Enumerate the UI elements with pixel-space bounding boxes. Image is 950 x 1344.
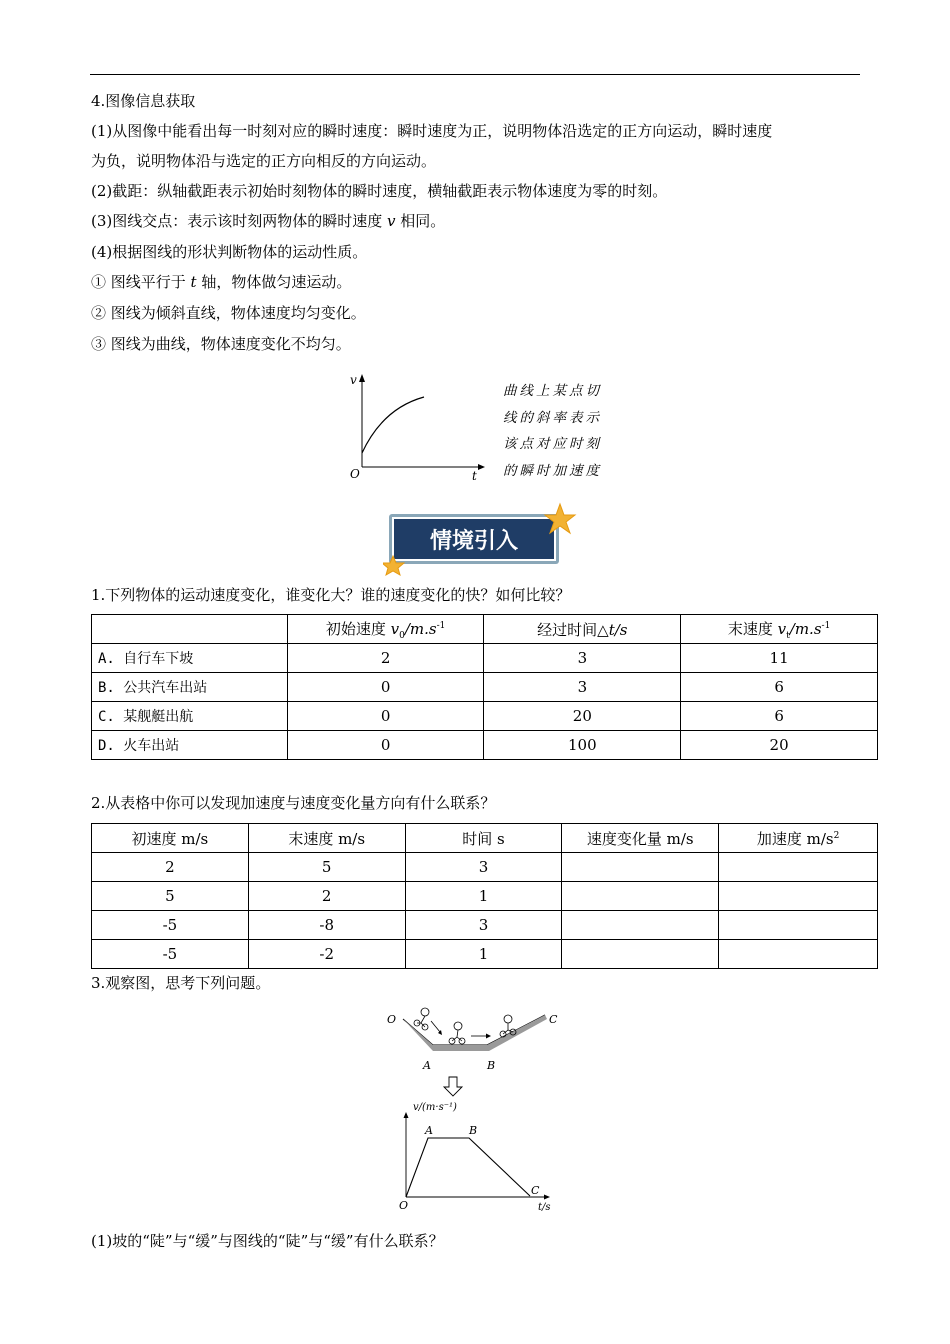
question-3: 3.观察图，思考下列问题。 (91, 974, 271, 992)
note-line: 曲线上某点切 (503, 383, 602, 399)
table-cell: -2 (248, 940, 405, 969)
header-cell (92, 615, 288, 644)
origin-label: O (350, 467, 360, 481)
paragraph-2: (2)截距：纵轴截距表示初始时刻物体的瞬时速度，横轴截距表示物体速度为零的时刻。 (91, 182, 668, 200)
table-cell: 2 (287, 644, 484, 673)
graph-t-axis-arrow (544, 1195, 550, 1200)
vt-curve-figure (340, 370, 490, 485)
motion-arrow (431, 1021, 440, 1032)
paragraph-3-text: (3)图线交点：表示该时刻两物体的瞬时速度 (91, 212, 388, 230)
table-cell: 3 (405, 911, 562, 940)
table-cell: B. 公共汽车出站 (92, 673, 288, 702)
header-cell: 末速度 m/s (248, 824, 405, 853)
table-cell: 5 (92, 882, 249, 911)
case-1 (91, 272, 351, 292)
table-cell: 20 (484, 702, 681, 731)
table-row (92, 911, 878, 940)
question-1: 1.下列物体的运动速度变化，谁变化大？谁的速度变化的快？如何比较？ (91, 586, 571, 604)
note-line: 该点对应时刻 (503, 436, 602, 452)
paragraph-3-end: 相同。 (395, 212, 446, 230)
header-sub: t (786, 630, 790, 641)
point-a-label: A (423, 1059, 431, 1072)
table-row (92, 673, 878, 702)
table-cell: 1 (405, 882, 562, 911)
v-axis-label: v (350, 373, 357, 387)
table-row (92, 882, 878, 911)
table-cell (562, 853, 719, 882)
table-cell: 6 (681, 673, 878, 702)
table-cell: 0 (287, 702, 484, 731)
header-var: v (777, 619, 787, 638)
paragraph-1a: (1)从图像中能看出每一时刻对应的瞬时速度：瞬时速度为正，说明物体沿选定的正方向运动，瞬时速度 (91, 122, 773, 140)
table-row (92, 940, 878, 969)
table-cell: 0 (287, 731, 484, 760)
velocity-curve (362, 397, 424, 453)
header-unit: t/s (608, 620, 628, 639)
table-cell: 0 (287, 673, 484, 702)
table-cell (562, 882, 719, 911)
table-row (92, 702, 878, 731)
header-sup: -1 (436, 620, 446, 631)
cyclist-icon (414, 1008, 429, 1030)
case-1-var: t (190, 273, 197, 291)
graph-y-label: v/(m·s⁻¹) (413, 1102, 457, 1113)
down-arrow-icon (444, 1077, 462, 1096)
paragraph-3 (91, 211, 445, 231)
table-row (92, 644, 878, 673)
section-banner (383, 502, 581, 578)
graph-line (406, 1138, 530, 1197)
graph-a-label: A (425, 1124, 433, 1137)
header-cell: 时间 s (405, 824, 562, 853)
point-c-label: C (549, 1013, 558, 1026)
table-cell: 20 (681, 731, 878, 760)
table-cell: 6 (681, 702, 878, 731)
header-cell (287, 615, 484, 644)
point-o-label: O (387, 1013, 397, 1026)
slope-vt-figure (385, 1003, 570, 1223)
table-cell: 3 (405, 853, 562, 882)
table-cell: 11 (681, 644, 878, 673)
acceleration-table (91, 823, 878, 969)
table-cell: 1 (405, 940, 562, 969)
table-cell: -8 (248, 911, 405, 940)
table-cell: -5 (92, 940, 249, 969)
slope-ground (403, 1015, 547, 1051)
header-unit: /m.s (789, 619, 822, 638)
header-unit: /m.s (404, 619, 437, 638)
table-cell (719, 940, 878, 969)
paragraph-3-var: v (387, 212, 396, 230)
graph-v-axis-arrow (404, 1112, 409, 1118)
v-axis-arrow (359, 374, 365, 382)
question-3-sub-1: (1)坡的“陡”与“缓”与图线的“陡”与“缓”有什么联系？ (91, 1232, 444, 1250)
graph-o-label: O (399, 1199, 409, 1212)
header-delta: △ (597, 620, 609, 639)
table-row (92, 853, 878, 882)
header-cell: 初速度 m/s (92, 824, 249, 853)
paragraph-1b: 为负，说明物体沿与选定的正方向相反的方向运动。 (91, 152, 437, 170)
table-cell (562, 911, 719, 940)
case-1-end: 轴，物体做匀速运动。 (196, 273, 352, 291)
table-cell (719, 911, 878, 940)
note-line: 的瞬时加速度 (503, 462, 602, 479)
case-1-text: ① 图线平行于 (91, 273, 191, 291)
case-3: ③ 图线为曲线，物体速度变化不均匀。 (91, 335, 351, 353)
table-header-row (92, 615, 878, 644)
t-axis-arrow (478, 464, 485, 470)
speed-change-table (91, 614, 878, 760)
header-text: 加速度 m/s (756, 829, 834, 848)
table-cell: 3 (484, 644, 681, 673)
question-2: 2.从表格中你可以发现加速度与速度变化量方向有什么联系？ (91, 794, 496, 812)
graph-b-label: B (469, 1124, 478, 1137)
header-var: v (390, 619, 400, 638)
header-sup: -1 (821, 620, 831, 631)
table-cell: 5 (248, 853, 405, 882)
case-2: ② 图线为倾斜直线，物体速度均匀变化。 (91, 304, 366, 322)
paragraph-4: (4)根据图线的形状判断物体的运动性质。 (91, 243, 368, 261)
header-text: 经过时间 (537, 620, 598, 639)
table-cell: 3 (484, 673, 681, 702)
banner-title: 情境引入 (429, 529, 519, 554)
table-cell: D. 火车出站 (92, 731, 288, 760)
header-cell (719, 824, 878, 853)
t-axis-label: t (472, 469, 477, 483)
table-cell: A. 自行车下坡 (92, 644, 288, 673)
section-title: 4.图像信息获取 (91, 92, 196, 110)
note-line: 线的斜率表示 (503, 409, 602, 426)
point-b-label: B (487, 1059, 496, 1072)
table-cell (719, 882, 878, 911)
cyclist-icon (449, 1022, 465, 1044)
header-sub: 0 (399, 630, 405, 641)
table-cell: -5 (92, 911, 249, 940)
table-header-row (92, 824, 878, 853)
motion-arrow-head (486, 1034, 491, 1039)
header-rule (90, 74, 860, 75)
graph-c-label: C (531, 1184, 540, 1197)
table-cell: C. 某舰艇出航 (92, 702, 288, 731)
header-cell (681, 615, 878, 644)
header-sup: 2 (833, 830, 840, 841)
vt-curve-note (503, 378, 613, 484)
header-cell: 速度变化量 m/s (562, 824, 719, 853)
header-text: 末速度 (727, 619, 778, 638)
table-cell (562, 940, 719, 969)
graph-x-label: t/s (538, 1202, 551, 1213)
table-cell: 2 (92, 853, 249, 882)
table-cell: 100 (484, 731, 681, 760)
header-text: 初始速度 (325, 619, 391, 638)
header-cell (484, 615, 681, 644)
table-cell: 2 (248, 882, 405, 911)
table-row (92, 731, 878, 760)
table-cell (719, 853, 878, 882)
